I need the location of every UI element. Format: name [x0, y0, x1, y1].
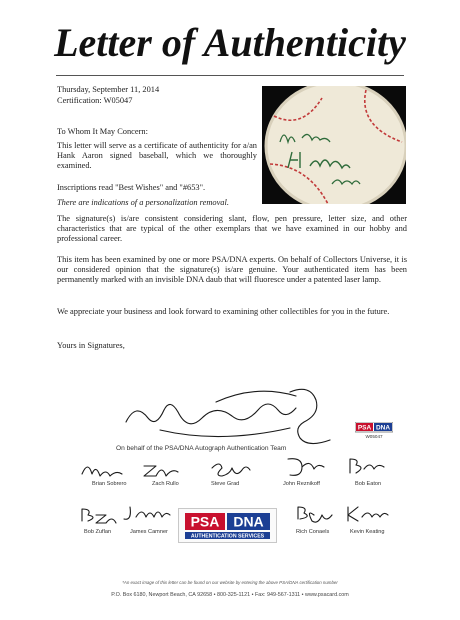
psa-dna-sticker: [355, 422, 393, 439]
company-address: P.O. Box 6180, Newport Beach, CA 92658 • 800-325-1121 • Fax: 949-567-1311 • www.psacard.com: [111, 592, 349, 598]
svg-text:PSA: PSA: [357, 424, 372, 432]
team-name-1: Brian Sobrero: [92, 481, 127, 487]
paragraph-certificate: This letter will serve as a certificate of authenticity for a/an Hank Aaron signed baseball, which we thoroughly examined.: [57, 141, 257, 171]
header-rule: [56, 75, 404, 76]
svg-text:DNA: DNA: [375, 424, 391, 432]
paragraph-examined: This item has been examined by one or more PSA/DNA experts. On behalf of Collectors Universe, it is our considered opinion that the signature(s) is/are genuine. Your authenticated item has been permanently marked with an invisible DNA daub that will fluoresce under a patented laser lamp.: [57, 255, 407, 285]
signature-john-reznikoff: [280, 455, 328, 479]
team-name-7: James Camner: [130, 529, 168, 535]
signature-steve-grad: [206, 458, 254, 480]
certification-number: Certification: W05047: [57, 96, 133, 105]
team-name-6: Bob Zuflan: [84, 529, 112, 535]
closing: Yours in Signatures,: [57, 341, 125, 350]
logo-dna-text: DNA: [233, 513, 264, 530]
signature-kevin-keating: [342, 503, 392, 525]
footnote: *An exact image of this letter can be found on our website by entering the above PSA/DNA certification number: [122, 580, 338, 585]
team-name-3: Steve Grad: [211, 481, 240, 487]
signature-james-camner: [122, 503, 174, 525]
team-name-5: Bob Eaton: [355, 481, 382, 487]
logo-psa-text: PSA: [190, 513, 220, 530]
paragraph-consistency: The signature(s) is/are consistent considering slant, flow, pen pressure, letter size, and other characteristics that are typical of the other exemplars that we have examined in our hobby and professional career.: [57, 214, 407, 244]
psa-dna-logo-mark: [179, 509, 276, 542]
team-behalf: On behalf of the PSA/DNA Autograph Authentication Team: [116, 445, 287, 452]
salutation: To Whom It May Concern:: [57, 127, 148, 136]
sticker-code: W05047: [365, 434, 383, 439]
signature-rich-conaels: [292, 503, 340, 525]
team-name-4: John Reznikoff: [283, 481, 320, 487]
psa-dna-sticker-logo: [355, 422, 393, 439]
paragraph-personalization: There are indications of a personalization removal.: [57, 198, 229, 207]
signature-zach-rullo: [140, 458, 188, 480]
baseball-image: [262, 86, 406, 204]
paragraph-inscriptions: Inscriptions read "Best Wishes" and "#653".: [57, 183, 206, 192]
letterhead-title: [0, 14, 460, 70]
team-name-2: Zach Rullo: [152, 481, 179, 487]
letterhead-title-text: Letter of Authenticity: [54, 20, 406, 65]
logo-services-text: AUTHENTICATION SERVICES: [190, 533, 265, 540]
baseball-photo: [262, 86, 406, 204]
letter-date: Thursday, September 11, 2014: [57, 85, 160, 94]
paragraph-appreciation: We appreciate your business and look forward to examining other collectibles for you in the future.: [57, 307, 390, 316]
signature-bob-zuflan: [78, 505, 128, 527]
psa-dna-authentication-logo: [178, 508, 277, 543]
signature-brian-sobrero: [78, 458, 126, 480]
signature-bob-eaton: [344, 455, 392, 479]
team-name-9: Kevin Keating: [350, 529, 385, 535]
team-name-8: Rich Conaels: [296, 529, 330, 535]
authentication-signature: [120, 382, 360, 446]
